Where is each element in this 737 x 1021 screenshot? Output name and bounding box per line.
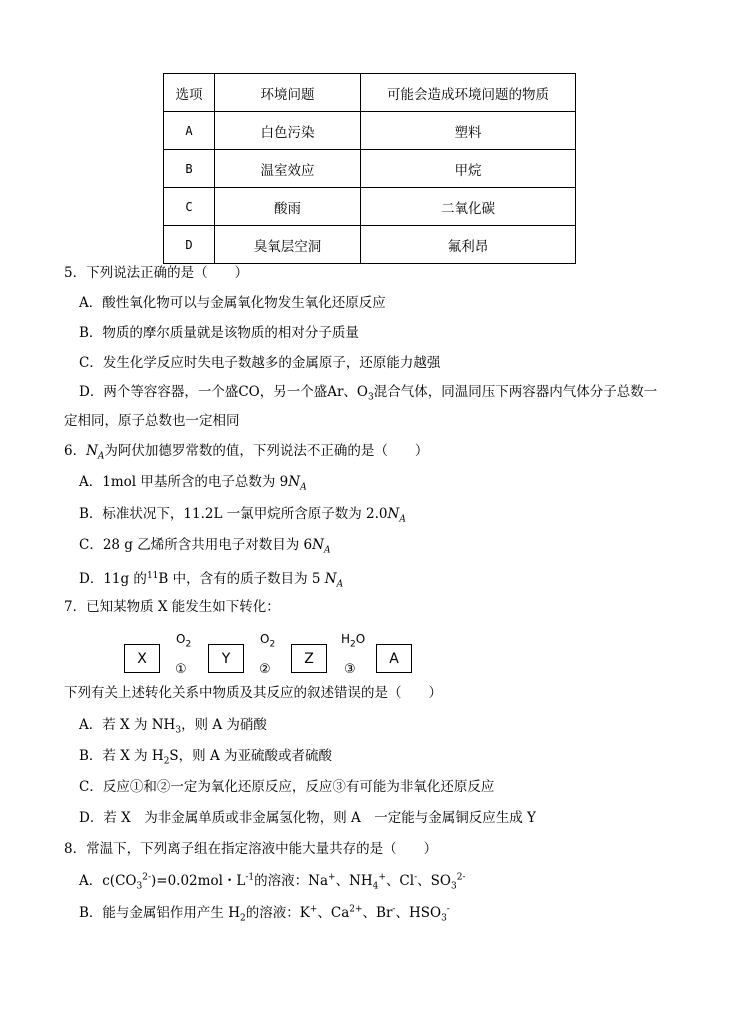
na-symbol: N — [324, 571, 337, 587]
q7-b-text2: S，则 A 为亚硫酸或者硫酸 — [169, 748, 333, 764]
q8-a-sup5: - — [414, 872, 418, 883]
q8-b-sup1: + — [309, 904, 318, 915]
table-header-cell: 选项 — [164, 74, 215, 112]
q5-d-sub: 3 — [368, 392, 374, 403]
q8-a-text3: 的溶液：Na — [254, 873, 329, 889]
reagent-o2-label — [176, 632, 192, 650]
na-sub: A — [323, 545, 331, 556]
reagent2: O — [260, 632, 270, 646]
q8-option-b — [79, 904, 450, 922]
q8-a-sub6: 3 — [450, 881, 457, 892]
flow-box-y: Y — [208, 644, 244, 673]
table-cell: 臭氧层空洞 — [215, 226, 361, 264]
table-cell: 白色污染 — [215, 112, 361, 150]
q8-b-sup3: - — [392, 904, 396, 915]
table-cell: 温室效应 — [215, 150, 361, 188]
q7-a-text: A．若 X 为 NH — [79, 717, 176, 733]
q8-b-sub2: 3 — [441, 913, 447, 924]
q8-b-text4: 、Br — [362, 905, 393, 921]
q5-d-text2: 混合气体，同温同压下两容器内气体分子总数一 — [373, 384, 658, 400]
q8-a-sub1: 3 — [136, 881, 143, 892]
na-sub: A — [399, 514, 406, 525]
na-symbol: N — [86, 443, 98, 459]
table-cell: 二氧化碳 — [361, 188, 576, 226]
table-cell: C — [164, 188, 215, 226]
q7-b-sub: 2 — [163, 756, 170, 767]
q8-a-sup3: + — [328, 872, 336, 883]
q8-stem: 8．常温下，下列离子组在指定溶液中能大量共存的是（ ） — [64, 841, 438, 857]
table-cell: B — [164, 150, 215, 188]
reagent2-sub: 2 — [269, 639, 276, 650]
q8-a-sup2: -1 — [245, 872, 255, 883]
q6-stem: 6．$N_A$为阿伏加德罗常数的值，下列说法不正确的是（ ） — [64, 443, 429, 462]
reagent3-tail: O — [355, 632, 366, 646]
table-row — [164, 150, 576, 188]
step-3-marker: ③ — [344, 662, 356, 677]
mass-number: 11 — [146, 571, 159, 581]
q8-a-text6: 、SO — [417, 873, 451, 889]
na-symbol: N — [288, 474, 301, 490]
q7-option-b — [79, 747, 332, 765]
q6-option-b — [79, 505, 406, 523]
table-header-cell: 环境问题 — [215, 74, 361, 112]
q8-a-text4: 、NH — [335, 873, 373, 889]
q8-a-text1: A．c(CO — [79, 873, 137, 889]
q7-question: 下列有关上述转化关系中物质及其反应的叙述错误的是（ ） — [64, 685, 442, 701]
q8-a-sup6: 2- — [456, 872, 466, 883]
q5-option-a: A．酸性氧化物可以与金属氧化物发生氧化还原反应 — [79, 295, 386, 311]
q7-a-text2: ，则 A 为硝酸 — [181, 717, 267, 733]
q6-c-text: C．28 g 乙烯所含共用电子对数目为 6 — [79, 537, 313, 553]
table-row — [164, 226, 576, 264]
environment-table — [163, 73, 576, 264]
table-cell: A — [164, 112, 215, 150]
q8-b-sup4: - — [446, 904, 450, 915]
q8-b-text2: 的溶液：K — [245, 905, 310, 921]
q7-option-d: D．若 X 为非金属单质或非金属氢化物，则 A 一定能与金属铜反应生成 Y — [79, 810, 536, 826]
na-symbol: N — [312, 537, 324, 553]
reagent1-sub: 2 — [185, 639, 192, 650]
flow-box-z: Z — [291, 644, 327, 673]
table-header-cell: 可能会造成环境问题的物质 — [361, 74, 576, 112]
table-cell: D — [164, 226, 215, 264]
q5-d-text: D．两个等容容器，一个盛CO，另一个盛Ar、O — [79, 384, 368, 400]
table-cell: 酸雨 — [215, 188, 361, 226]
na-sub: A — [336, 579, 344, 590]
q6-d-text: D．11g 的 — [79, 571, 147, 587]
q5-option-c: C．发生化学反应时失电子数越多的金属原子，还原能力越强 — [79, 355, 441, 371]
reagent3: H — [341, 632, 351, 646]
q6-d-text2: B 中，含有的质子数目为 5 — [158, 571, 325, 587]
q8-a-sub4: 4 — [372, 881, 379, 892]
q8-a-text5: 、Cl — [385, 873, 415, 889]
flow-box-x: X — [124, 644, 160, 673]
q8-option-a — [79, 872, 465, 890]
q5-option-b: B．物质的摩尔质量就是该物质的相对分子质量 — [79, 325, 359, 341]
q7-option-a — [79, 716, 267, 734]
table-row — [164, 112, 576, 150]
q5-stem: 5．下列说法正确的是（ ） — [64, 265, 249, 281]
table-header-row — [164, 74, 576, 112]
reagent-o2-label — [260, 632, 276, 650]
table-cell: 甲烷 — [361, 150, 576, 188]
q5-option-d — [79, 383, 657, 401]
q7-option-c: C．反应①和②一定为氧化还原反应，反应③有可能为非氧化还原反应 — [79, 779, 495, 795]
na-symbol: N — [387, 506, 400, 522]
table-cell: 塑料 — [361, 112, 576, 150]
q7-b-text: B．若 X 为 H — [79, 748, 164, 764]
q8-b-sup2: 2+ — [349, 904, 363, 915]
q8-a-sup4: + — [378, 872, 386, 883]
q7-stem: 7．已知某物质 X 能发生如下转化： — [64, 599, 280, 615]
table-cell: 氟利昂 — [361, 226, 576, 264]
flow-box-a: A — [376, 644, 412, 673]
q7-a-sub: 3 — [175, 725, 182, 736]
q8-b-text3: 、Ca — [317, 905, 350, 921]
q5-option-d-continued: 定相同，原子总数也一定相同 — [64, 413, 240, 429]
q8-b-text5: 、HSO — [395, 905, 442, 921]
q8-a-text2: )=0.02mol・L — [151, 873, 246, 889]
step-1-marker: ① — [175, 662, 187, 677]
q6-a-text: A．1mol 甲基所含的电子总数为 9 — [79, 474, 289, 490]
table-row — [164, 188, 576, 226]
q8-b-text1: B．能与金属铝作用产生 H — [79, 905, 240, 921]
step-2-marker: ② — [259, 662, 271, 677]
q8-a-sup1: 2- — [142, 872, 151, 883]
reagent3-sub: 2 — [350, 639, 356, 650]
reagent-h2o-label — [341, 632, 366, 650]
na-sub: A — [97, 451, 105, 462]
q6-option-d — [79, 567, 343, 588]
q6-stem-text: 为阿伏加德罗常数的值，下列说法不正确的是（ ） — [104, 443, 429, 459]
q8-b-sub1: 2 — [240, 913, 246, 924]
q6-b-text: B．标准状况下，11.2L 一氯甲烷所含原子数为 2.0 — [79, 506, 388, 522]
conversion-flow-diagram — [0, 632, 737, 682]
q6-option-a — [79, 473, 307, 491]
q6-option-c — [79, 536, 330, 554]
na-sub: A — [300, 482, 307, 493]
reagent1: O — [176, 632, 186, 646]
